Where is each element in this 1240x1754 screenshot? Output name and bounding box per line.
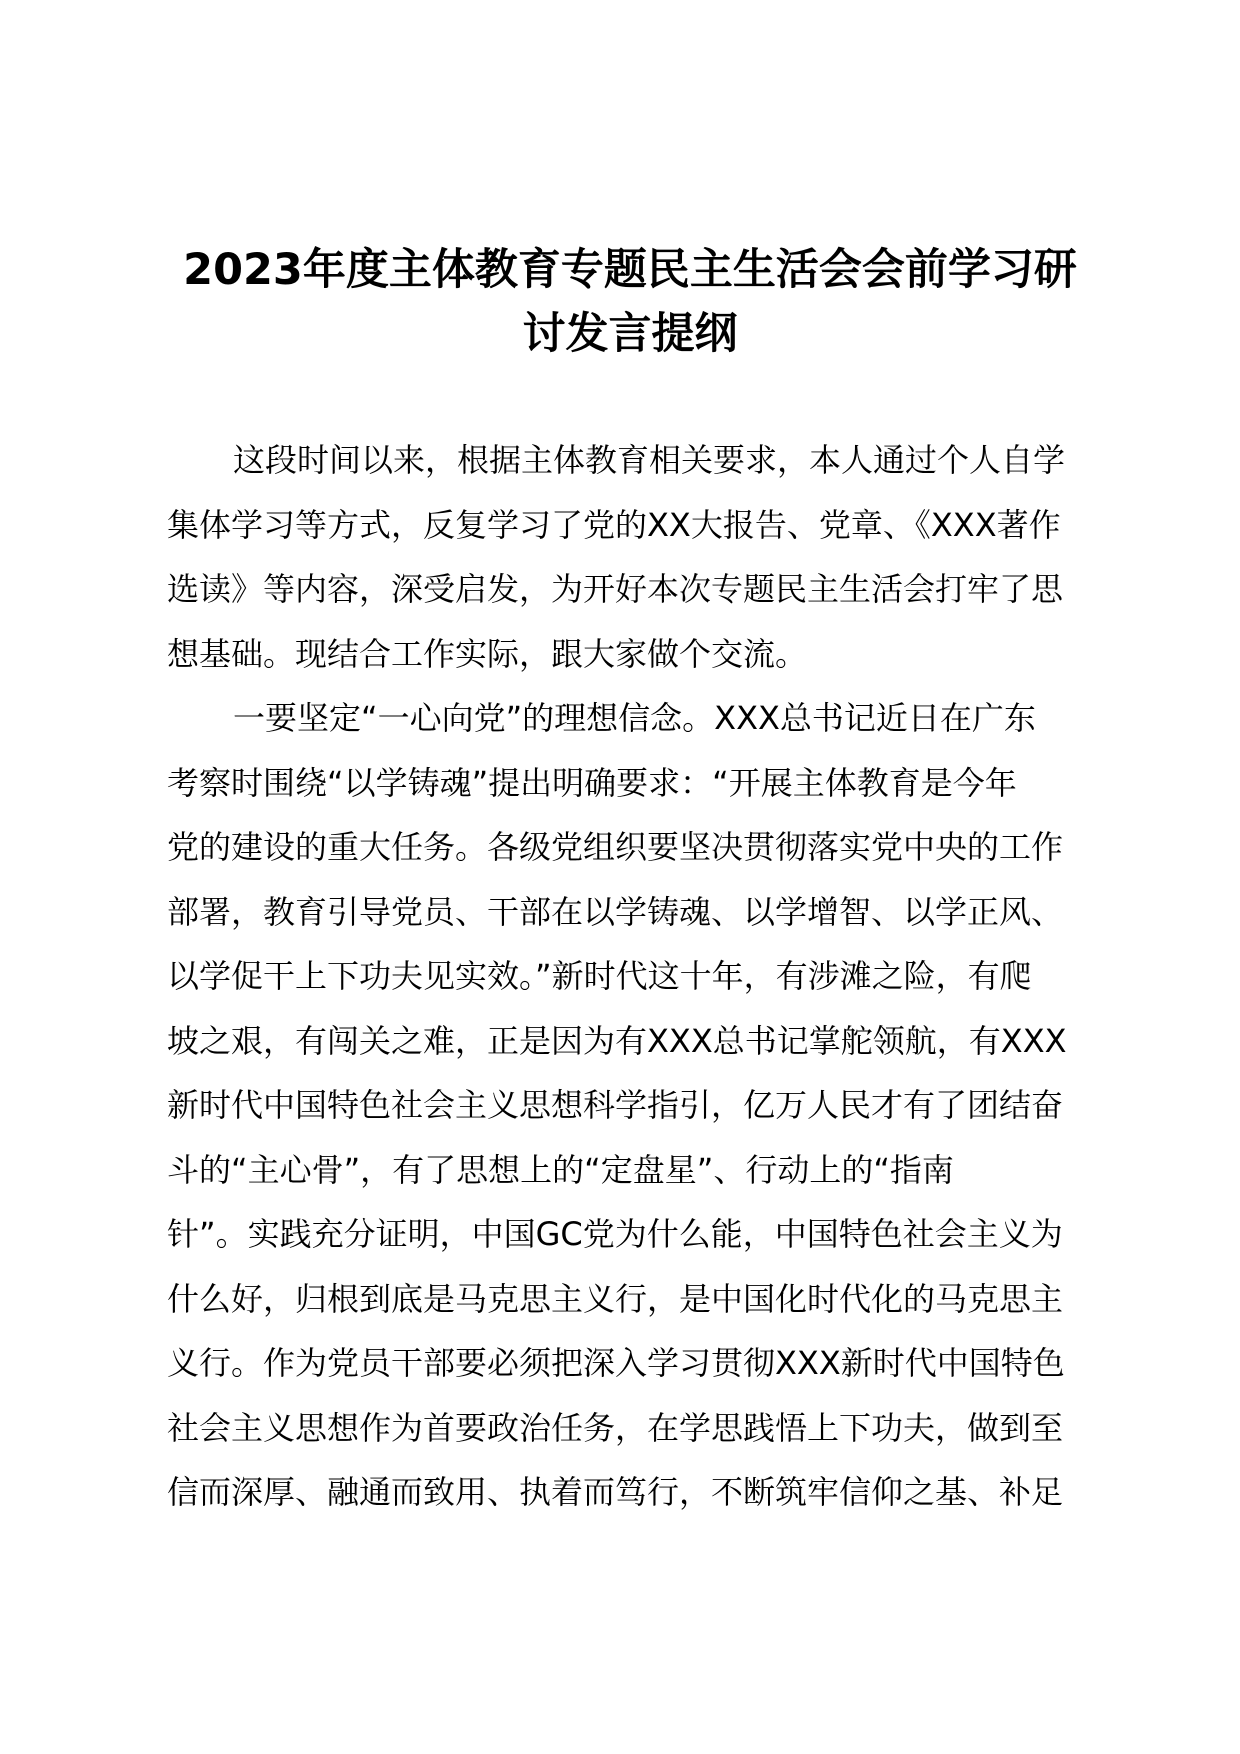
paragraph-line: 党的建设的重大任务。各级党组织要坚决贯彻落实党中央的工作 <box>167 828 1064 866</box>
paragraph-line: 考察时围绕“以学铸魂”提出明确要求：“开展主体教育是今年 <box>167 763 1017 802</box>
paragraph-line: 选读》等内容，深受启发，为开好本次专题民主生活会打牢了思 <box>167 570 1064 608</box>
title-line-2: 讨发言提纲 <box>522 309 738 359</box>
paragraph-line: 想基础。现结合工作实际，跟大家做个交流。 <box>167 634 808 673</box>
document-title <box>150 238 1110 366</box>
paragraph-line: 这段时间以来，根据主体教育相关要求，本人通过个人自学 <box>233 441 1066 479</box>
paragraph-line: 集体学习等方式，反复学习了党的XX大报告、党章、《XXX著作 <box>167 505 1061 544</box>
paragraph-line: 坡之艰，有闯关之难，正是因为有XXX总书记掌舵领航，有XXX <box>167 1021 1067 1060</box>
paragraph-line: 斗的“主心骨”，有了思想上的“定盘星”、行动上的“指南 <box>167 1150 954 1189</box>
paragraph-line: 社会主义思想作为首要政治任务，在学思践悟上下功夫，做到至 <box>167 1408 1064 1447</box>
paragraph-line: 什么好，归根到底是马克思主义行，是中国化时代化的马克思主 <box>167 1279 1064 1318</box>
paragraph-line: 针”。实践充分证明，中国GC党为什么能，中国特色社会主义为 <box>167 1215 1063 1253</box>
paragraph-line: 信而深厚、融通而致用、执着而笃行，不断筑牢信仰之基、补足 <box>167 1473 1064 1511</box>
paragraph-1 <box>167 428 1117 686</box>
paragraph-line: 部署，教育引导党员、干部在以学铸魂、以学增智、以学正风、 <box>167 892 1064 931</box>
paragraph-line: 一要坚定“一心向党”的理想信念。XXX总书记近日在广东 <box>233 699 1036 737</box>
paragraph-line: 义行。作为党员干部要必须把深入学习贯彻XXX新时代中国特色 <box>167 1344 1065 1382</box>
document-body <box>167 428 1117 1525</box>
paragraph-2 <box>167 686 1117 1525</box>
title-line-1: 2023年度主体教育专题民主生活会会前学习研 <box>183 245 1077 295</box>
paragraph-line: 新时代中国特色社会主义思想科学指引，亿万人民才有了团结奋 <box>167 1086 1064 1124</box>
paragraph-line: 以学促干上下功夫见实效。”新时代这十年，有涉滩之险，有爬 <box>167 957 1032 995</box>
